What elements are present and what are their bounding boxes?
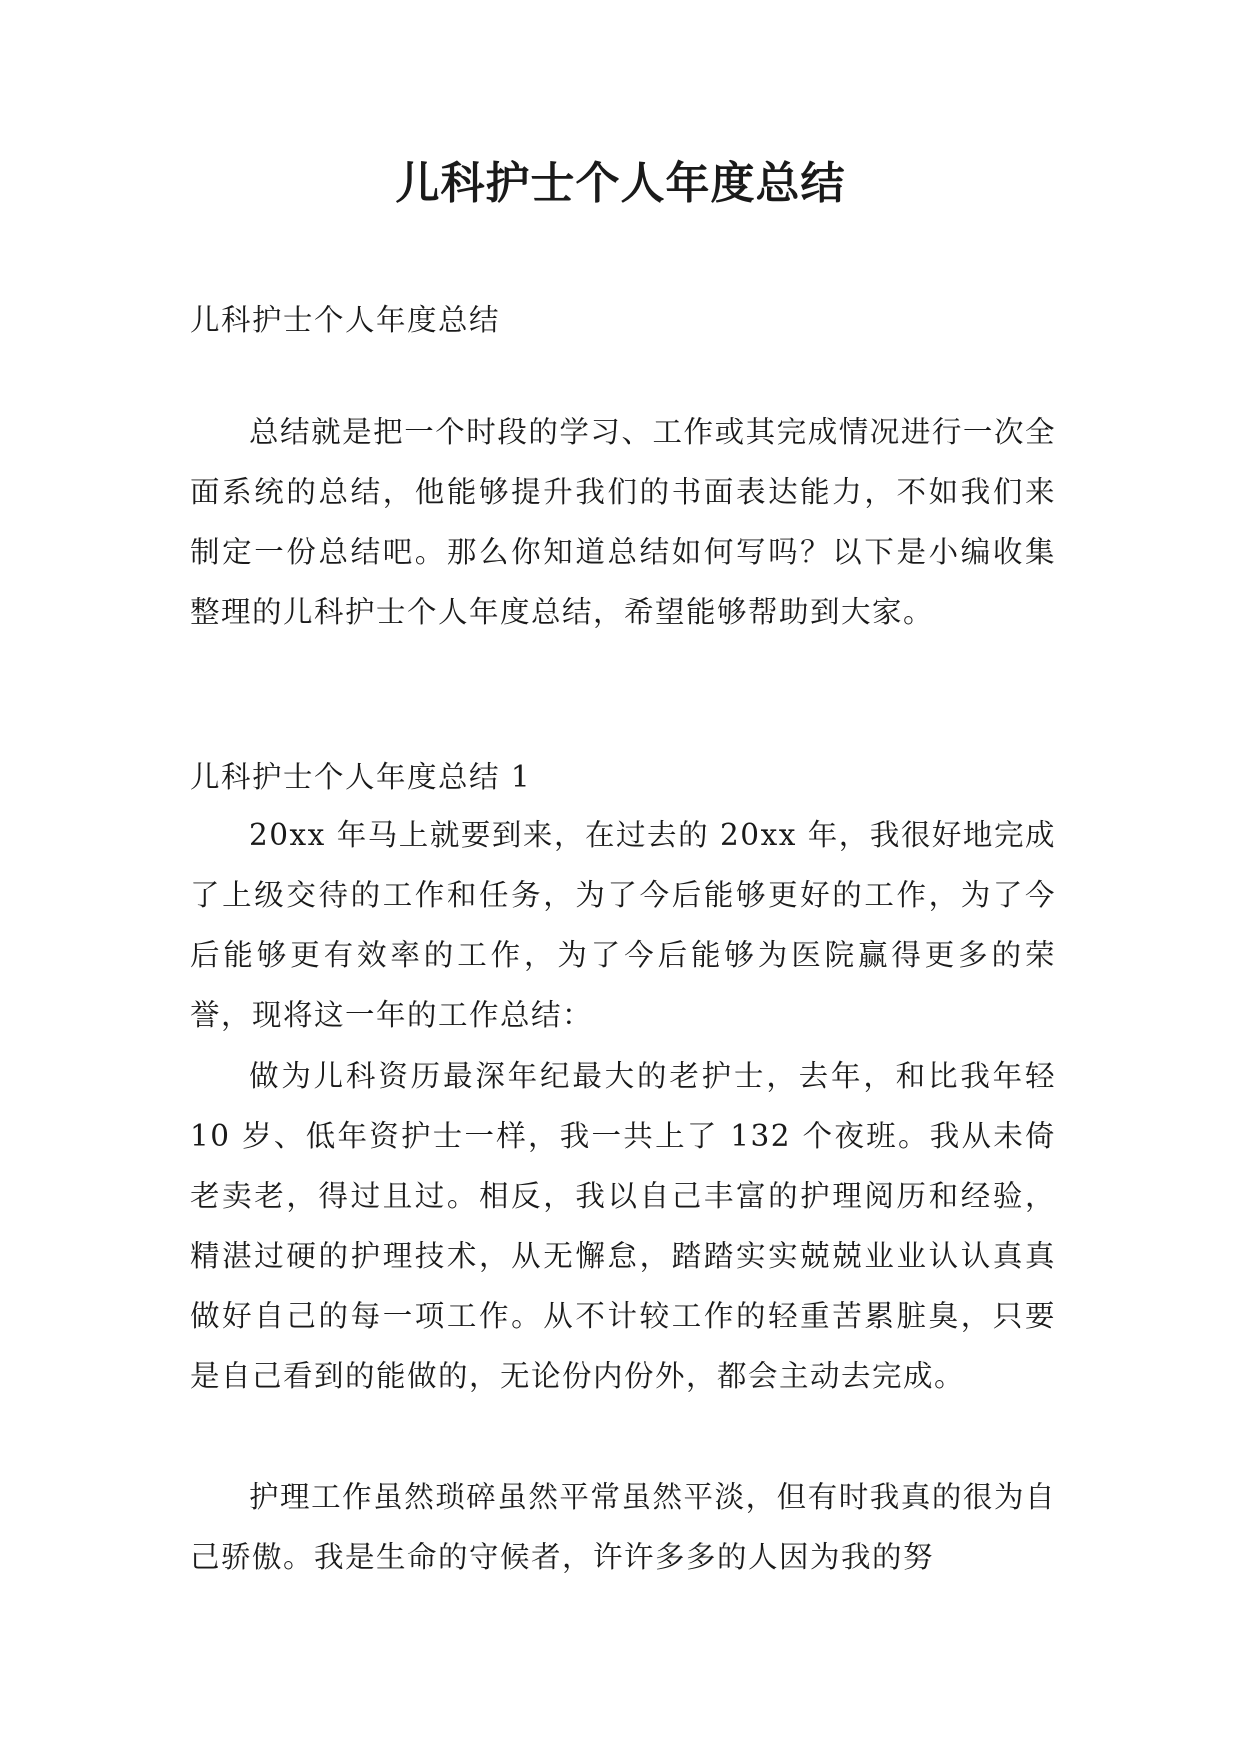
body-paragraph: 20xx 年马上就要到来，在过去的 20xx 年，我很好地完成了上级交待的工作和任务，为了今后能够更好的工作，为了今后能够更有效率的工作，为了今后能够为医院赢得更多的荣誉，现将这一年的工作总结： [190, 818, 1056, 1032]
section-heading: 儿科护士个人年度总结 1 [190, 760, 532, 794]
document-subtitle: 儿科护士个人年度总结 [190, 303, 501, 337]
intro-paragraph: 总结就是把一个时段的学习、工作或其完成情况进行一次全面系统的总结，他能够提升我们的书面表达能力，不如我们来制定一份总结吧。那么你知道总结如何写吗？以下是小编收集整理的儿科护士个人年度总结，希望能够帮助到大家。 [190, 415, 1056, 629]
body-paragraph: 护理工作虽然琐碎虽然平常虽然平淡，但有时我真的很为自己骄傲。我是生命的守候者，许许多多的人因为我的努 [190, 1480, 1056, 1574]
document-title: 儿科护士个人年度总结 [395, 158, 846, 209]
body-paragraph: 做为儿科资历最深年纪最大的老护士，去年，和比我年轻 10 岁、低年资护士一样，我一共上了 132 个夜班。我从未倚老卖老，得过且过。相反，我以自己丰富的护理阅历和经验，精湛过硬的护理技术，从无懈怠，踏踏实实兢兢业业认认真真做好自己的每一项工作。从不计较工作的轻重苦累脏臭，只要是自己看到的能做的，无论份内份外，都会主动去完成。 [190, 1059, 1056, 1393]
